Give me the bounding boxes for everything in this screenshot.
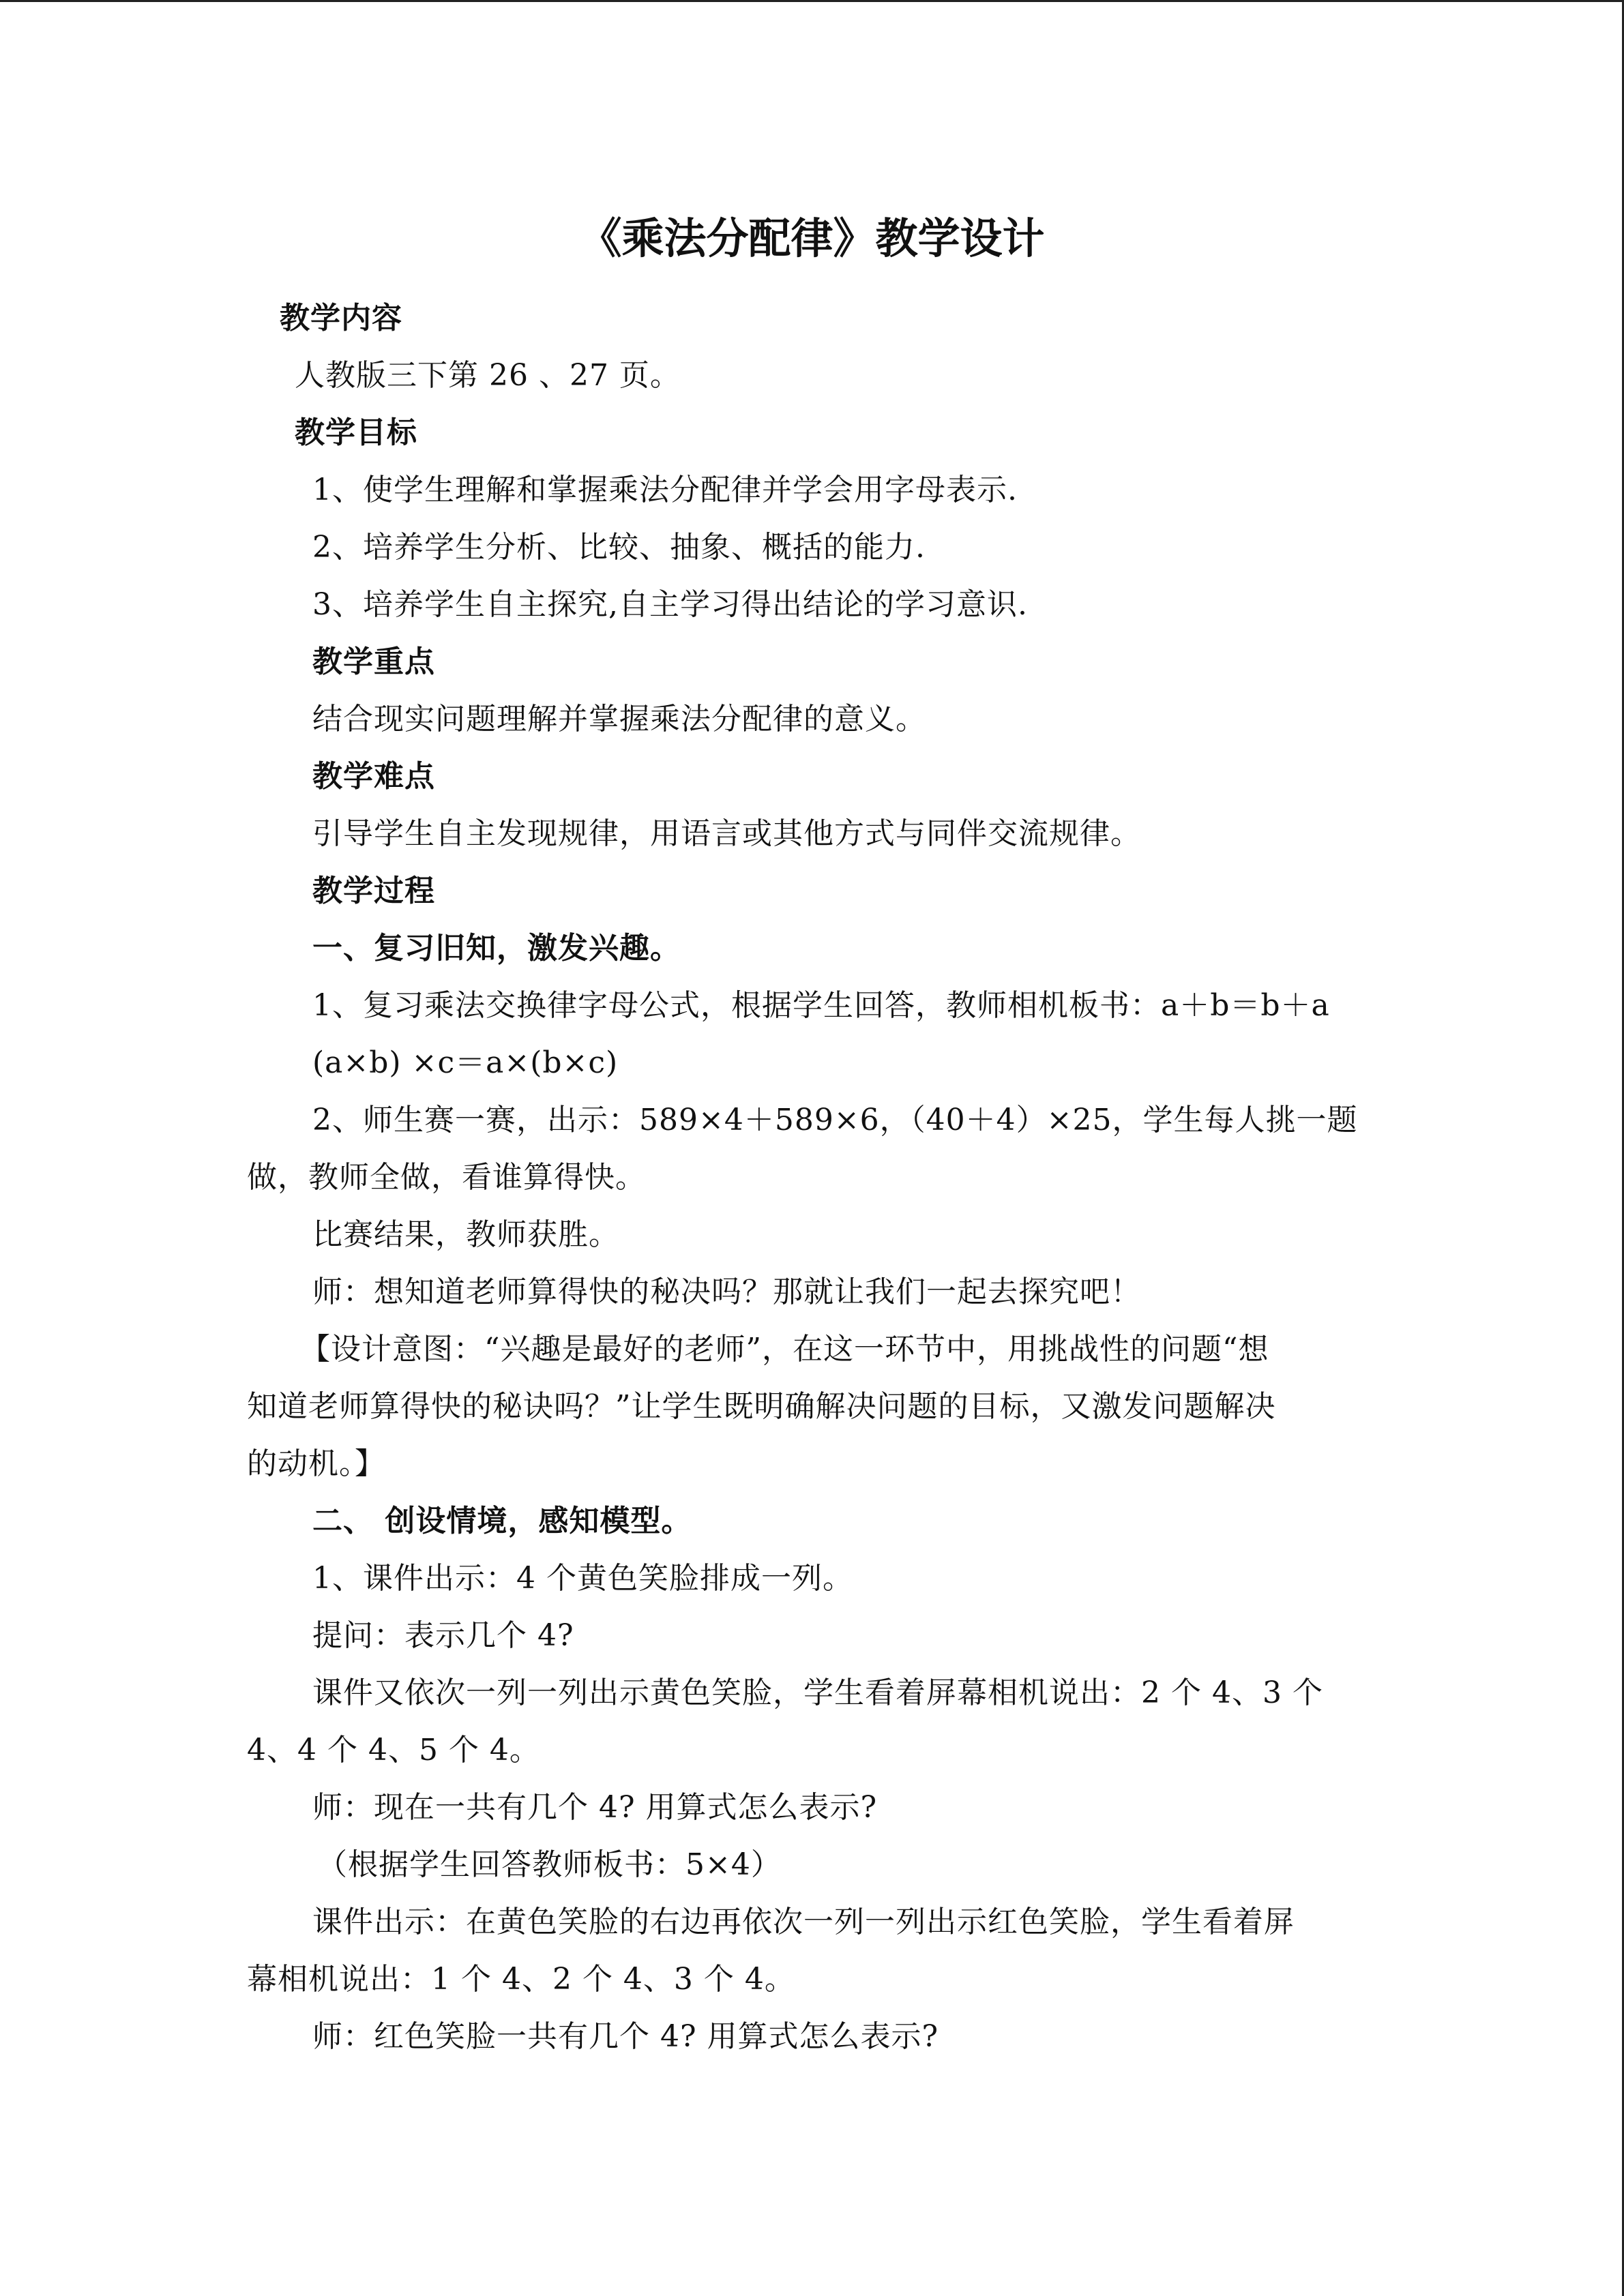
heading-difficulties: 教学难点 [312,759,435,794]
document-title: 《乘法分配律》教学设计 [579,213,1045,263]
paragraph-line: 师：现在一共有几个 4? 用算式怎么表示? [312,1790,878,1825]
paragraph-line: 比赛结果，教师获胜。 [312,1217,619,1252]
section-heading-2: 二、 创设情境，感知模型。 [312,1504,692,1538]
paragraph-line: 知道老师算得快的秘诀吗？”让学生既明确解决问题的目标，又激发问题解决 [247,1389,1276,1424]
paragraph-line: 师：想知道老师算得快的秘决吗？那就让我们一起去探究吧！ [312,1274,1141,1309]
paragraph-line: 的动机。】 [247,1446,385,1481]
section-heading-1: 一、复习旧知，激发兴趣。 [312,931,681,966]
paragraph-line: 课件又依次一列一列出示黄色笑脸，学生看着屏幕相机说出：2 个 4、3 个 [312,1675,1323,1710]
paragraph-line: 4、4 个 4、5 个 4。 [247,1733,540,1768]
paragraph-line: 幕相机说出：1 个 4、2 个 4、3 个 4。 [247,1962,795,1997]
paragraph-line: 做，教师全做，看谁算得快。 [247,1160,646,1195]
heading-key-points: 教学重点 [312,644,435,679]
heading-teaching-content: 教学内容 [280,301,402,336]
paragraph-line: 师：红色笑脸一共有几个 4? 用算式怎么表示? [312,2019,939,2054]
paragraph-line: 结合现实问题理解并掌握乘法分配律的意义。 [312,702,926,736]
heading-teaching-process: 教学过程 [312,874,435,908]
paragraph-line: 2、培养学生分析、比较、抽象、概括的能力. [312,530,926,565]
paragraph-line: 2、师生赛一赛，出示：589×4＋589×6，（40＋4）×25，学生每人挑一题 [312,1103,1358,1137]
paragraph-line: 引导学生自主发现规律，用语言或其他方式与同伴交流规律。 [312,816,1141,851]
paragraph-line: 提问：表示几个 4? [312,1618,574,1653]
paragraph-line: 【设计意图：“兴趣是最好的老师”，在这一环节中，用挑战性的问题“想 [300,1332,1269,1367]
paragraph-line: 3、培养学生自主探究,自主学习得出结论的学习意识. [312,587,1028,622]
heading-teaching-goals: 教学目标 [295,415,417,450]
formula-line: (a×b) ×c＝a×(b×c) [312,1045,619,1080]
paragraph-line: 1、复习乘法交换律字母公式，根据学生回答，教师相机板书：a＋b＝b＋a [312,988,1330,1023]
paragraph-line: 1、课件出示：4 个黄色笑脸排成一列。 [312,1561,853,1596]
paragraph-line: （根据学生回答教师板书：5×4） [317,1847,782,1882]
paragraph-line: 人教版三下第 26 、27 页。 [295,358,681,393]
paragraph-line: 1、使学生理解和掌握乘法分配律并学会用字母表示. [312,473,1018,507]
paragraph-line: 课件出示：在黄色笑脸的右边再依次一列一列出示红色笑脸，学生看着屏 [312,1905,1295,1939]
